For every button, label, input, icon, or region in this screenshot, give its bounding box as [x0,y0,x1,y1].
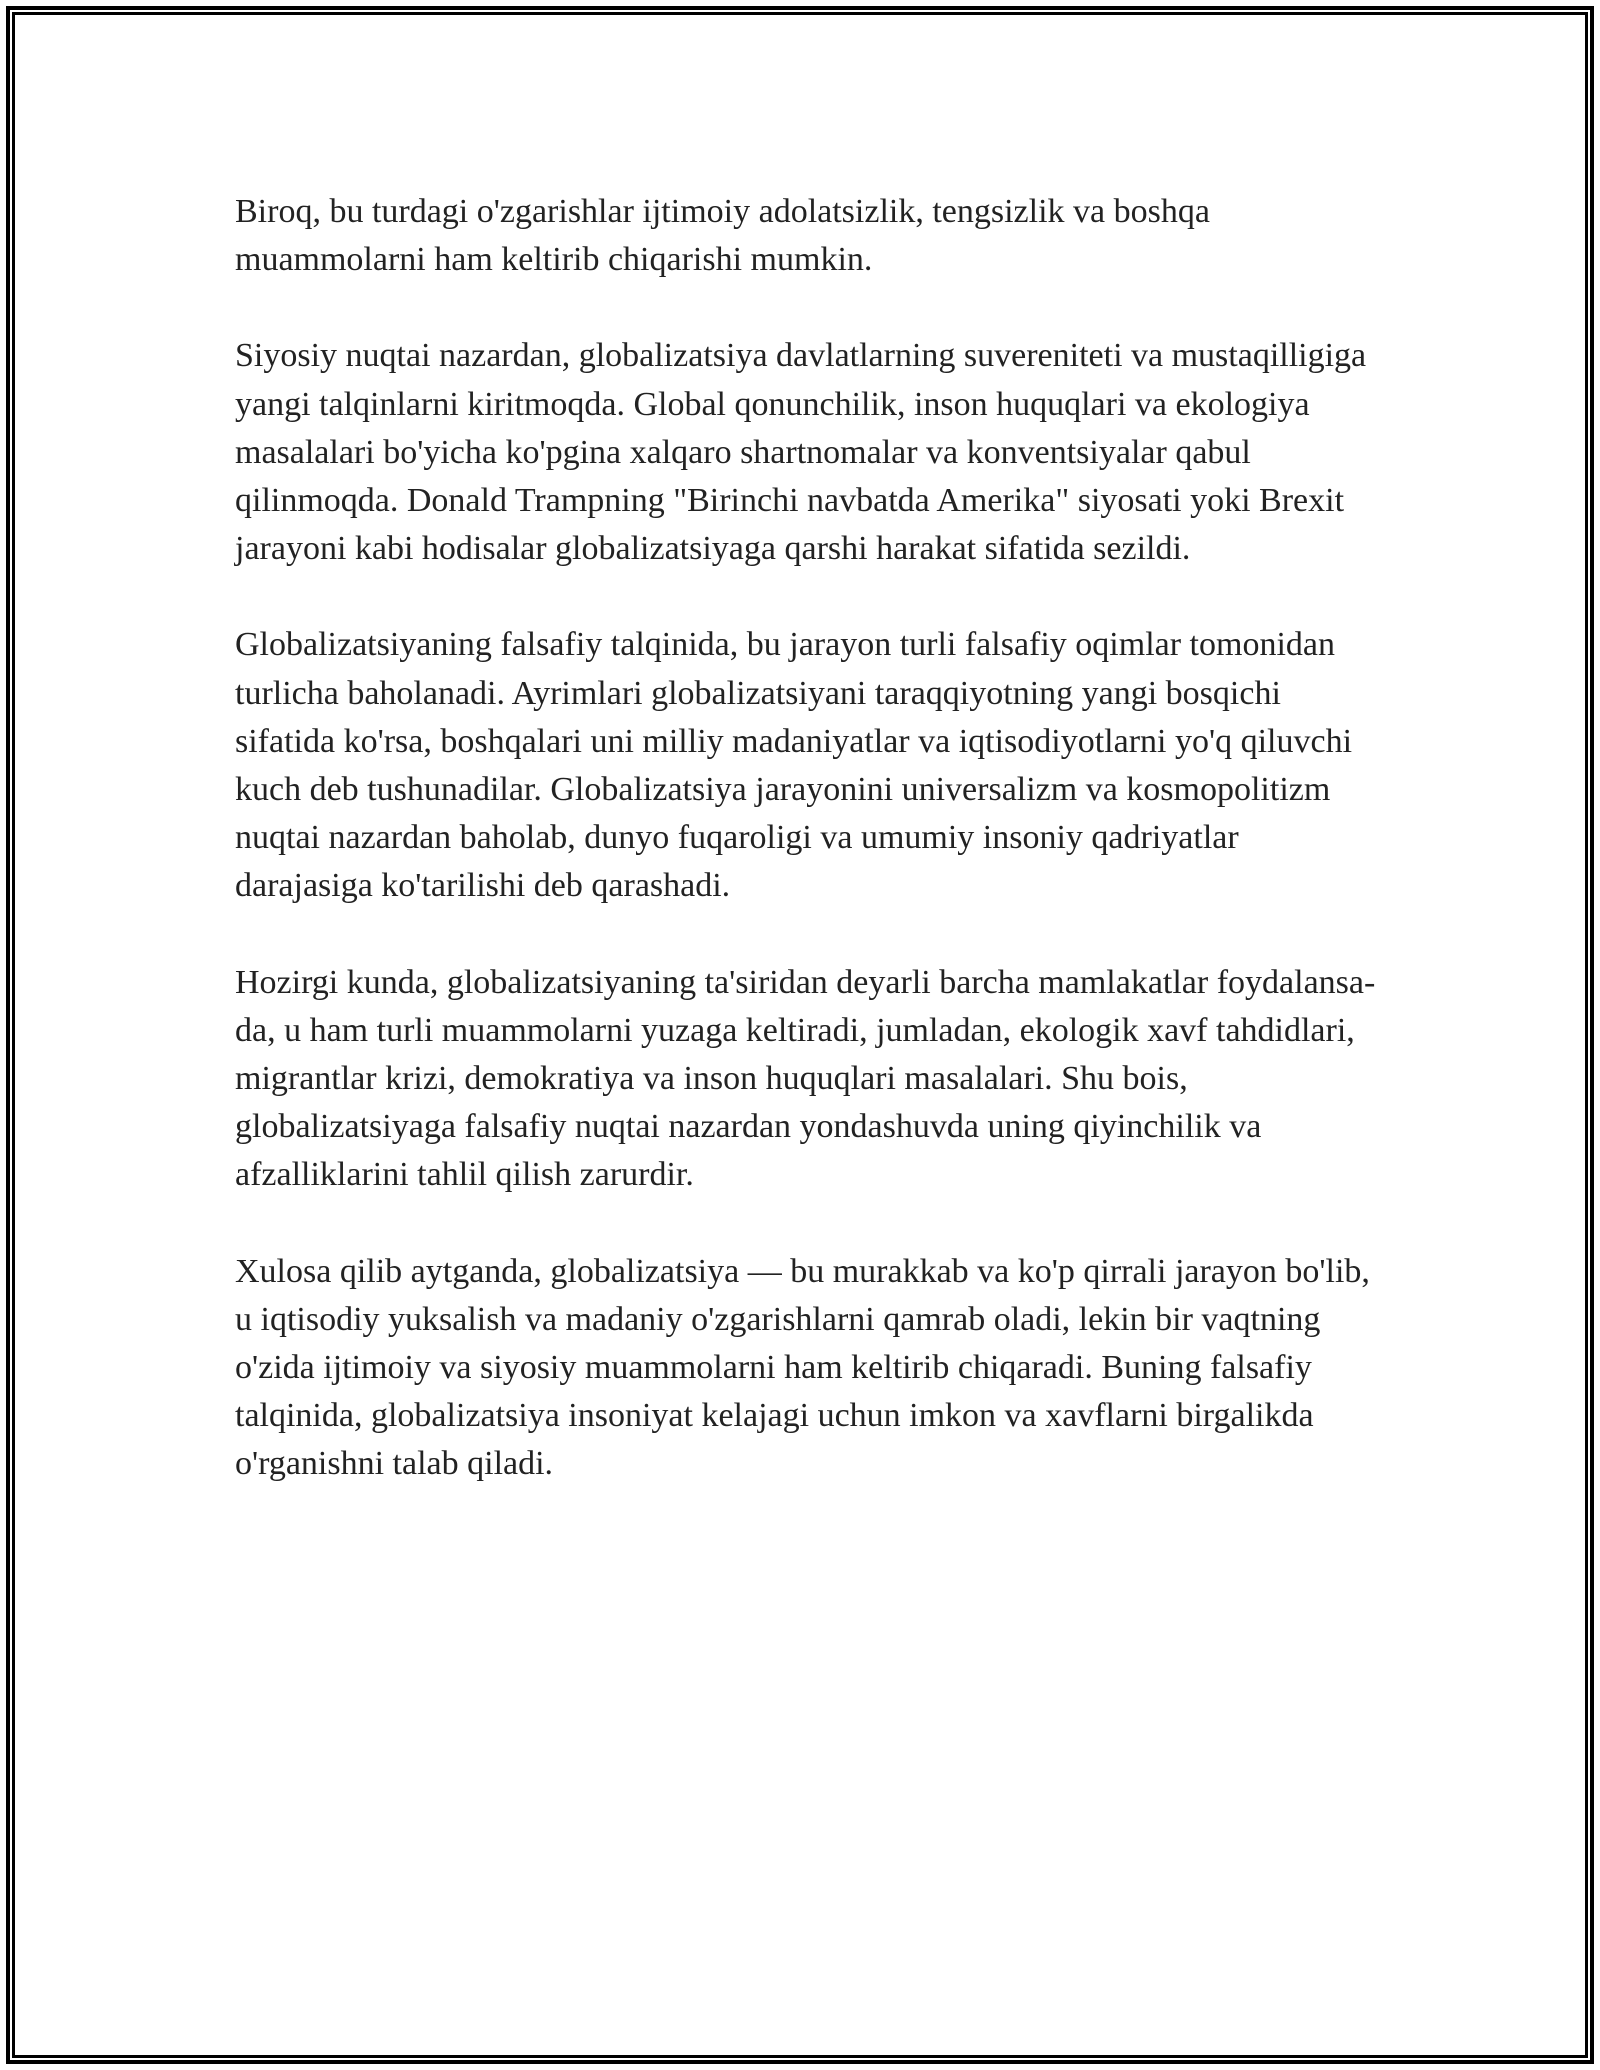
paragraph-5: Xulosa qilib aytganda, globalizatsiya — bu murakkab va ko'p qirrali jarayon bo'lib, u iqtisodiy yuksalish va madaniy o'zgarishlarni qamrab oladi, lekin bir vaqtning o'zida ijtimoiy va siyosiy muammolarni ham keltirib chiqaradi. Buning falsafiy talqinida, globalizatsiya insoniyat kelajagi uchun imkon va xavflarni birgalikda o'rganishni talab qiladi. [235,1252,1370,1483]
paragraph-3: Globalizatsiyaning falsafiy talqinida, bu jarayon turli falsafiy oqimlar tomonidan turlicha baholanadi. Ayrimlari globalizatsiyani taraqqiyotning yangi bosqichi sifatida ko'rsa, boshqalari uni milliy madaniyatlar va iqtisodiyotlarni yo'q qiluvchi kuch deb tushunadilar. Globalizatsiya jarayonini universalizm va kosmopolitizm nuqtai nazardan baholab, dunyo fuqaroligi va umumiy insoniy qadriyatlar darajasiga ko'tarilishi deb qarashadi. [235,626,1353,905]
paragraph-4: Hozirgi kunda, globalizatsiyaning ta'siridan deyarli barcha mamlakatlar foydalansa-da, u ham turli muammolarni yuzaga keltiradi, jumladan, ekologik xavf tahdidlari, migrantlar krizi, demokratiya va inson huquqlari masalalari. Shu bois, globalizatsiyaga falsafiy nuqtai nazardan yondashuvda uning qiyinchilik va afzalliklarini tahlil qilish zarurdir. [235,963,1376,1194]
paragraph-1: Biroq, bu turdagi o'zgarishlar ijtimoiy adolatsizlik, tengsizlik va boshqa muammolarni ham keltirib chiqarishi mumkin. [235,193,1210,279]
document-body [235,188,1380,1537]
paragraph-2: Siyosiy nuqtai nazardan, globalizatsiya davlatlarning suvereniteti va mustaqilligiga yangi talqinlarni kiritmoqda. Global qonunchilik, inson huquqlari va ekologiya masalalari bo'yicha ko'pgina xalqaro shartnomalar va konventsiyalar qabul qilinmoqda. Donald Trampning "Birinchi navbatda Amerika" siyosati yoki Brexit jarayoni kabi hodisalar globalizatsiyaga qarshi harakat sifatida sezildi. [235,337,1367,568]
